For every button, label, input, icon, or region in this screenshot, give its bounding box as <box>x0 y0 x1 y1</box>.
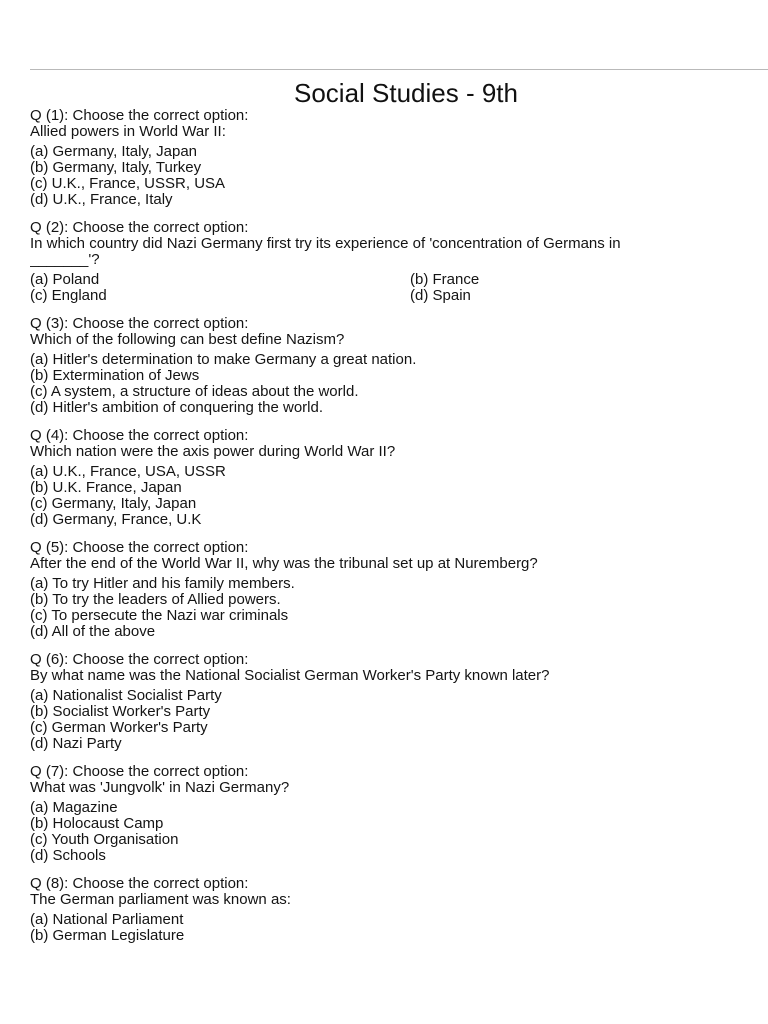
question-heading: Q (7): Choose the correct option: <box>30 764 249 780</box>
question-text: In which country did Nazi Germany first try its experience of 'concentration of Germans in <box>30 236 621 252</box>
question-text: The German parliament was known as: <box>30 892 291 908</box>
question-heading: Q (2): Choose the correct option: <box>30 220 249 236</box>
question-text: By what name was the National Socialist German Worker's Party known later? <box>30 668 550 684</box>
option-list <box>30 688 766 752</box>
question-text: Which of the following can best define Nazism? <box>30 332 345 348</box>
option-b: (b) France <box>410 272 480 288</box>
option-d: (d) Hitler's ambition of conquering the world. <box>30 400 323 416</box>
option-a: (a) U.K., France, USA, USSR <box>30 464 226 480</box>
option-a: (a) Poland <box>30 272 100 288</box>
option-c: (c) Germany, Italy, Japan <box>30 496 197 512</box>
question-text-continued: _______'? <box>30 252 100 268</box>
option-list <box>30 352 766 416</box>
question-text: After the end of the World War II, why was the tribunal set up at Nuremberg? <box>30 556 538 572</box>
option-c: (c) To persecute the Nazi war criminals <box>30 608 289 624</box>
option-list <box>30 576 766 640</box>
question-1 <box>30 108 766 208</box>
question-heading: Q (3): Choose the correct option: <box>30 316 249 332</box>
option-list <box>30 912 766 944</box>
option-d: (d) Spain <box>410 288 471 304</box>
option-b: (b) To try the leaders of Allied powers. <box>30 592 281 608</box>
option-d: (d) All of the above <box>30 624 156 640</box>
option-b: (b) Socialist Worker's Party <box>30 704 211 720</box>
option-c: (c) A system, a structure of ideas about the world. <box>30 384 359 400</box>
question-heading: Q (5): Choose the correct option: <box>30 540 249 556</box>
option-list <box>30 144 766 208</box>
option-b: (b) German Legislature <box>30 928 185 944</box>
option-a: (a) Magazine <box>30 800 118 816</box>
question-7 <box>30 764 766 864</box>
question-heading: Q (4): Choose the correct option: <box>30 428 249 444</box>
option-b: (b) Extermination of Jews <box>30 368 200 384</box>
option-a: (a) To try Hitler and his family members. <box>30 576 295 592</box>
option-d: (d) Schools <box>30 848 106 864</box>
question-text: What was 'Jungvolk' in Nazi Germany? <box>30 780 290 796</box>
option-list <box>30 464 766 528</box>
option-c: (c) England <box>30 288 107 304</box>
option-c: (c) U.K., France, USSR, USA <box>30 176 226 192</box>
option-a: (a) National Parliament <box>30 912 184 928</box>
question-4 <box>30 428 766 528</box>
option-c: (c) German Worker's Party <box>30 720 208 736</box>
option-d: (d) Germany, France, U.K <box>30 512 202 528</box>
option-a: (a) Nationalist Socialist Party <box>30 688 222 704</box>
question-text: Allied powers in World War II: <box>30 124 226 140</box>
option-d: (d) U.K., France, Italy <box>30 192 173 208</box>
question-heading: Q (6): Choose the correct option: <box>30 652 249 668</box>
option-c: (c) Youth Organisation <box>30 832 179 848</box>
question-6 <box>30 652 766 752</box>
option-d: (d) Nazi Party <box>30 736 122 752</box>
question-5 <box>30 540 766 640</box>
question-heading: Q (8): Choose the correct option: <box>30 876 249 892</box>
top-divider <box>30 69 768 70</box>
question-heading: Q (1): Choose the correct option: <box>30 108 249 124</box>
option-list <box>30 800 766 864</box>
option-a: (a) Germany, Italy, Japan <box>30 144 198 160</box>
option-b: (b) Germany, Italy, Turkey <box>30 160 202 176</box>
option-a: (a) Hitler's determination to make Germany a great nation. <box>30 352 417 368</box>
question-3 <box>30 316 766 416</box>
question-8 <box>30 876 766 944</box>
question-list <box>30 108 766 956</box>
question-2 <box>30 220 766 304</box>
option-b: (b) Holocaust Camp <box>30 816 164 832</box>
option-list <box>30 272 766 304</box>
page-title: Social Studies - 9th <box>293 78 518 108</box>
question-text: Which nation were the axis power during World War II? <box>30 444 396 460</box>
option-b: (b) U.K. France, Japan <box>30 480 182 496</box>
